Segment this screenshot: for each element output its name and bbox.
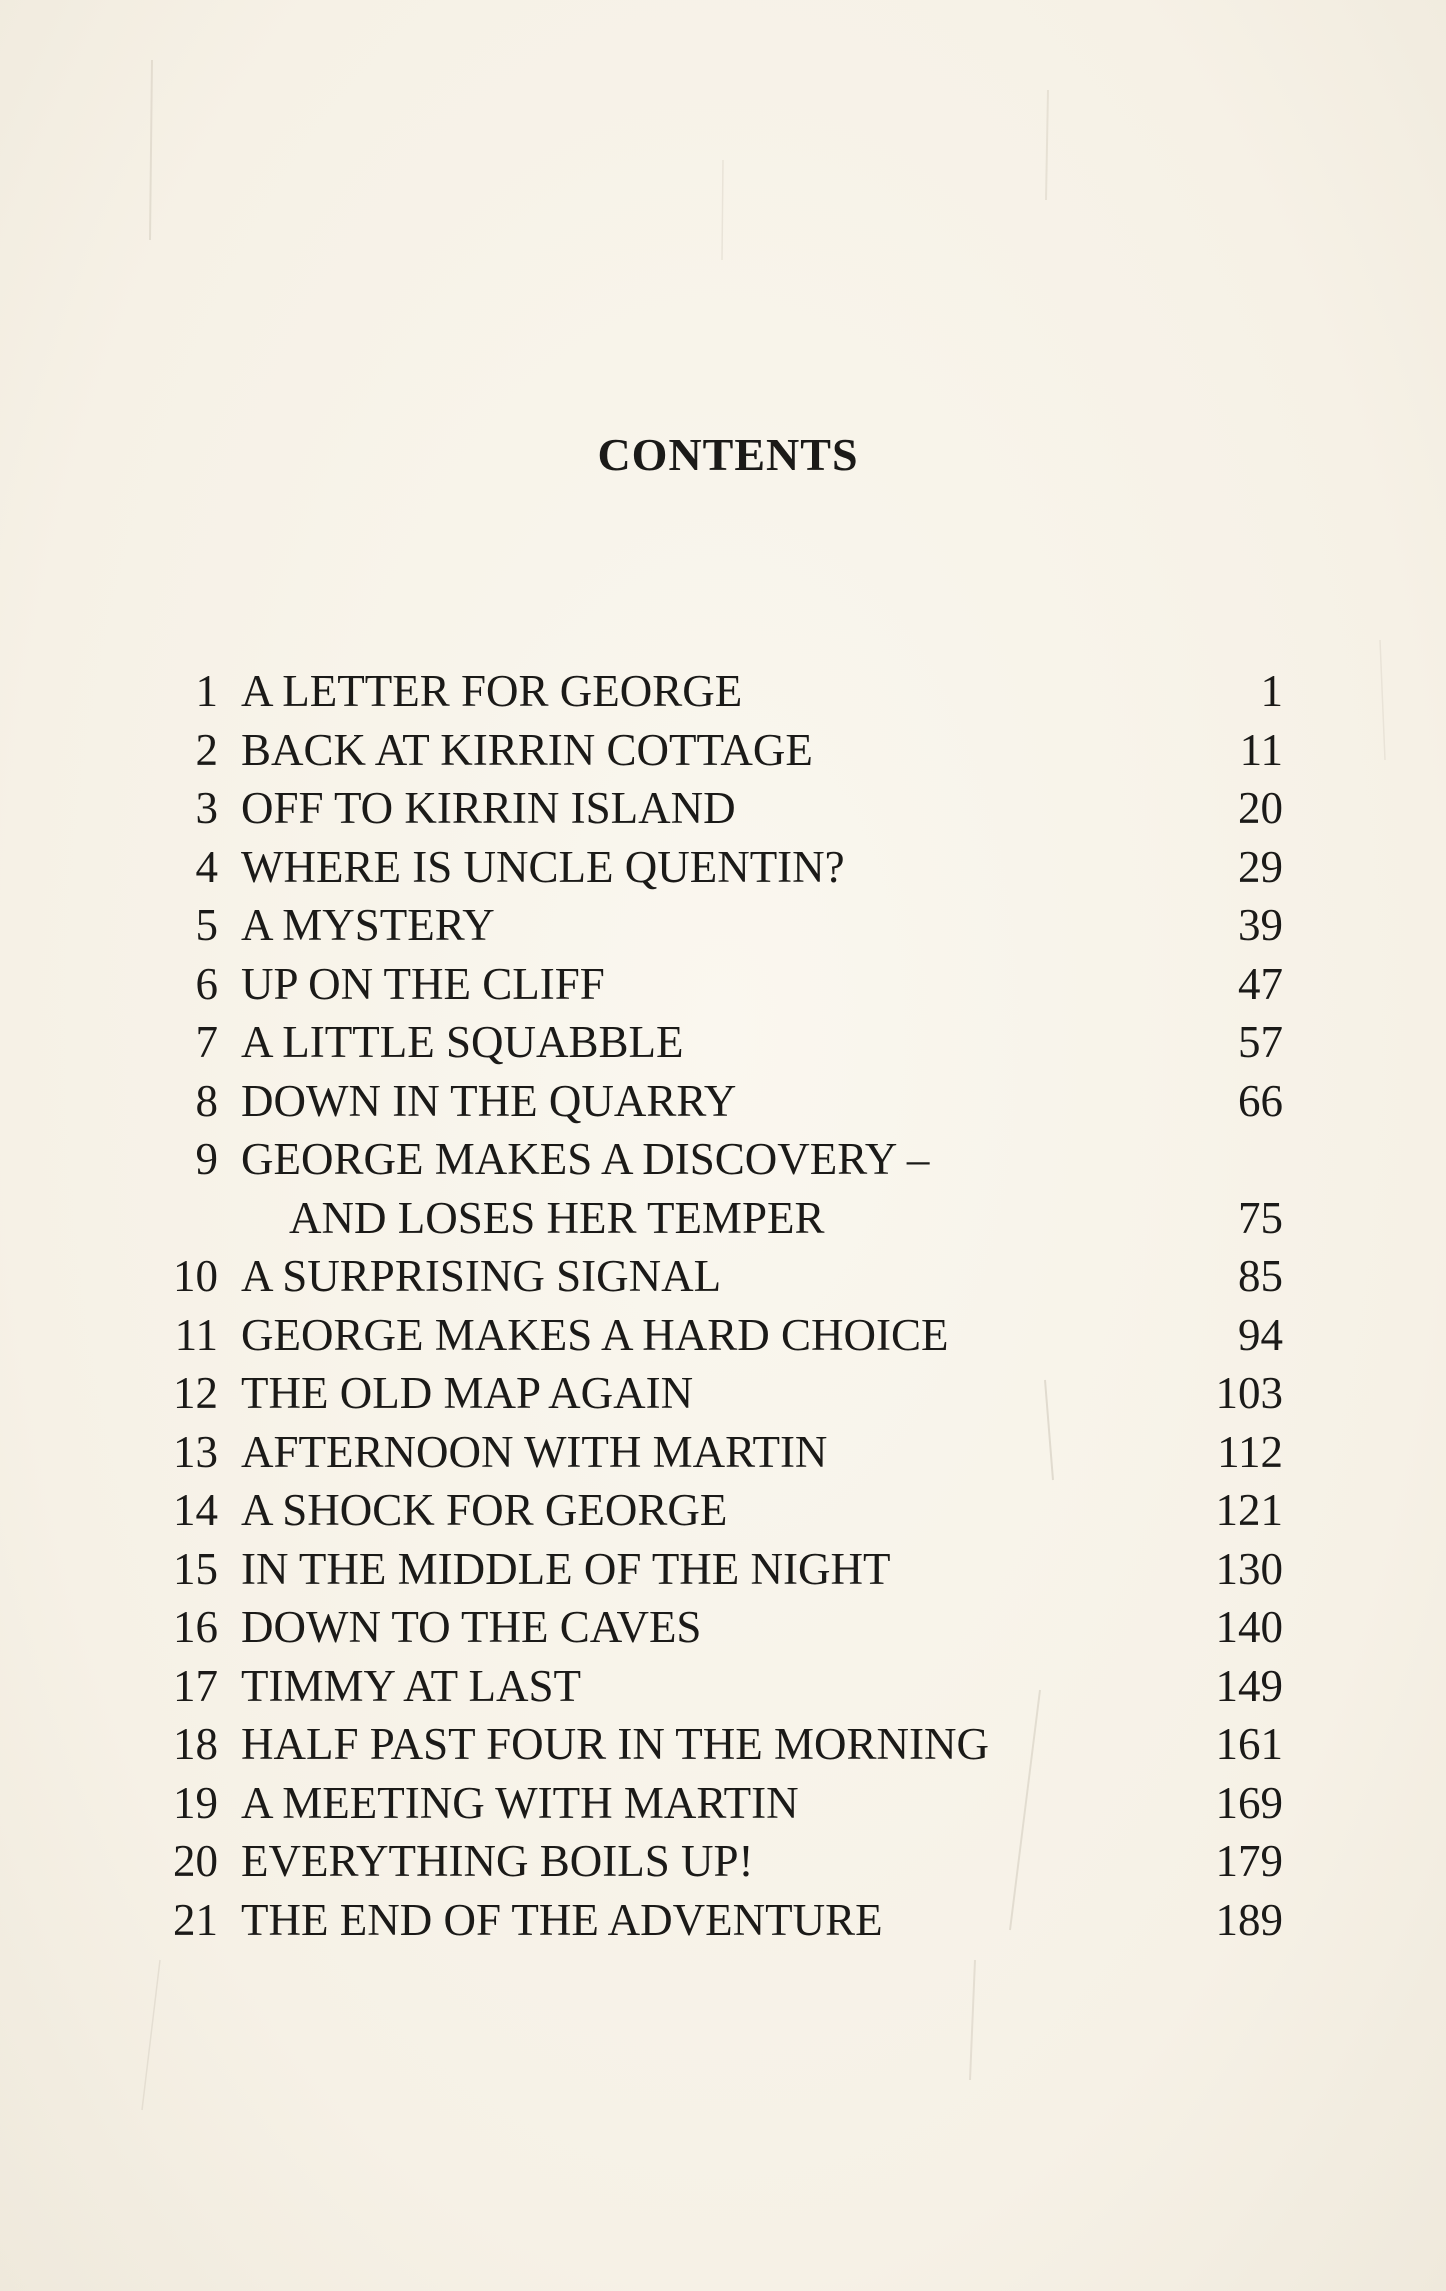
chapter-number: 5	[195, 900, 218, 950]
page-number: 66	[1238, 1075, 1283, 1126]
chapter-number: 3	[195, 783, 218, 833]
toc-entry	[0, 1715, 1446, 1774]
chapter-title: A SURPRISING SIGNAL	[241, 1251, 722, 1301]
page-number: 94	[1238, 1309, 1283, 1360]
chapter-number: 6	[195, 958, 218, 1009]
toc-entry	[0, 1130, 1446, 1189]
chapter-title: HALF PAST FOUR IN THE MORNING	[241, 1719, 990, 1769]
chapter-number: 20	[173, 1836, 218, 1886]
toc-entry	[0, 1306, 1446, 1365]
chapter-title: THE OLD MAP AGAIN	[241, 1368, 694, 1418]
toc-entry	[0, 1774, 1446, 1833]
page-number: 189	[1215, 1894, 1283, 1945]
chapter-title: A MEETING WITH MARTIN	[241, 1777, 799, 1828]
chapter-number: 15	[173, 1543, 218, 1594]
chapter-title: AND LOSES HER TEMPER	[289, 1192, 825, 1243]
chapter-number: 18	[173, 1719, 218, 1769]
page-number: 169	[1215, 1777, 1283, 1828]
page-number: 161	[1215, 1719, 1283, 1769]
chapter-number: 13	[173, 1426, 218, 1477]
page-number: 130	[1215, 1543, 1283, 1594]
page-number: 112	[1217, 1426, 1283, 1477]
chapter-number: 17	[173, 1660, 218, 1711]
page-number: 57	[1238, 1017, 1283, 1067]
page-number: 1	[1260, 666, 1283, 716]
chapter-title: OFF TO KIRRIN ISLAND	[241, 783, 736, 833]
chapter-title: GEORGE MAKES A HARD CHOICE	[241, 1309, 949, 1360]
toc-entry	[0, 1072, 1446, 1131]
chapter-number: 8	[195, 1075, 218, 1126]
chapter-number: 7	[195, 1017, 218, 1067]
toc-entry	[0, 1364, 1446, 1423]
page-number: 121	[1215, 1485, 1283, 1535]
chapter-title: WHERE IS UNCLE QUENTIN?	[241, 841, 845, 892]
chapter-title: UP ON THE CLIFF	[241, 958, 605, 1009]
toc-entry	[0, 1540, 1446, 1599]
toc-entry	[0, 1891, 1446, 1950]
page-number: 179	[1215, 1836, 1283, 1886]
chapter-number: 19	[173, 1777, 218, 1828]
page-number: 75	[1238, 1192, 1283, 1243]
toc-entry	[0, 1481, 1446, 1540]
chapter-title: THE END OF THE ADVENTURE	[241, 1894, 883, 1945]
chapter-number: 10	[173, 1251, 218, 1301]
chapter-number: 21	[173, 1894, 218, 1945]
toc-entry	[0, 896, 1446, 955]
chapter-title: DOWN IN THE QUARRY	[241, 1075, 737, 1126]
chapter-number: 9	[195, 1134, 218, 1184]
page-number: 47	[1238, 958, 1283, 1009]
page-number: 20	[1238, 783, 1283, 833]
toc-entry	[0, 662, 1446, 721]
chapter-number: 12	[173, 1368, 218, 1418]
chapter-number: 4	[195, 841, 218, 892]
chapter-title: IN THE MIDDLE OF THE NIGHT	[241, 1543, 891, 1594]
toc-entry	[0, 1598, 1446, 1657]
page-number: 149	[1215, 1660, 1283, 1711]
chapter-title: A LETTER FOR GEORGE	[241, 666, 743, 716]
toc-entry	[0, 1423, 1446, 1482]
chapter-number: 11	[174, 1309, 218, 1360]
chapter-title: GEORGE MAKES A DISCOVERY –	[241, 1134, 930, 1184]
toc-entry	[0, 1247, 1446, 1306]
page-number: 103	[1215, 1368, 1283, 1418]
chapter-title: DOWN TO THE CAVES	[241, 1602, 702, 1652]
page-number: 85	[1238, 1251, 1283, 1301]
toc-entry	[0, 1013, 1446, 1072]
toc-entry	[0, 721, 1446, 780]
page-number: 29	[1238, 841, 1283, 892]
toc-entry-continuation	[0, 1189, 1446, 1248]
chapter-title: EVERYTHING BOILS UP!	[241, 1836, 754, 1886]
page-number: 11	[1239, 724, 1283, 775]
chapter-title: A LITTLE SQUABBLE	[241, 1017, 684, 1067]
chapter-title: A SHOCK FOR GEORGE	[241, 1485, 728, 1535]
toc-entry	[0, 838, 1446, 897]
toc-entry	[0, 1657, 1446, 1716]
chapter-number: 1	[195, 666, 218, 716]
toc-entry	[0, 955, 1446, 1014]
chapter-number: 16	[173, 1602, 218, 1652]
toc-entry	[0, 1832, 1446, 1891]
page-number: 140	[1215, 1602, 1283, 1652]
table-of-contents	[0, 662, 1446, 1949]
chapter-title: TIMMY AT LAST	[241, 1660, 582, 1711]
toc-entry	[0, 779, 1446, 838]
page-number: 39	[1238, 900, 1283, 950]
chapter-title: AFTERNOON WITH MARTIN	[241, 1426, 828, 1477]
chapter-number: 2	[195, 724, 218, 775]
chapter-title: BACK AT KIRRIN COTTAGE	[241, 724, 813, 775]
chapter-number: 14	[173, 1485, 218, 1535]
chapter-title: A MYSTERY	[241, 900, 495, 950]
page-title: CONTENTS	[597, 429, 859, 480]
